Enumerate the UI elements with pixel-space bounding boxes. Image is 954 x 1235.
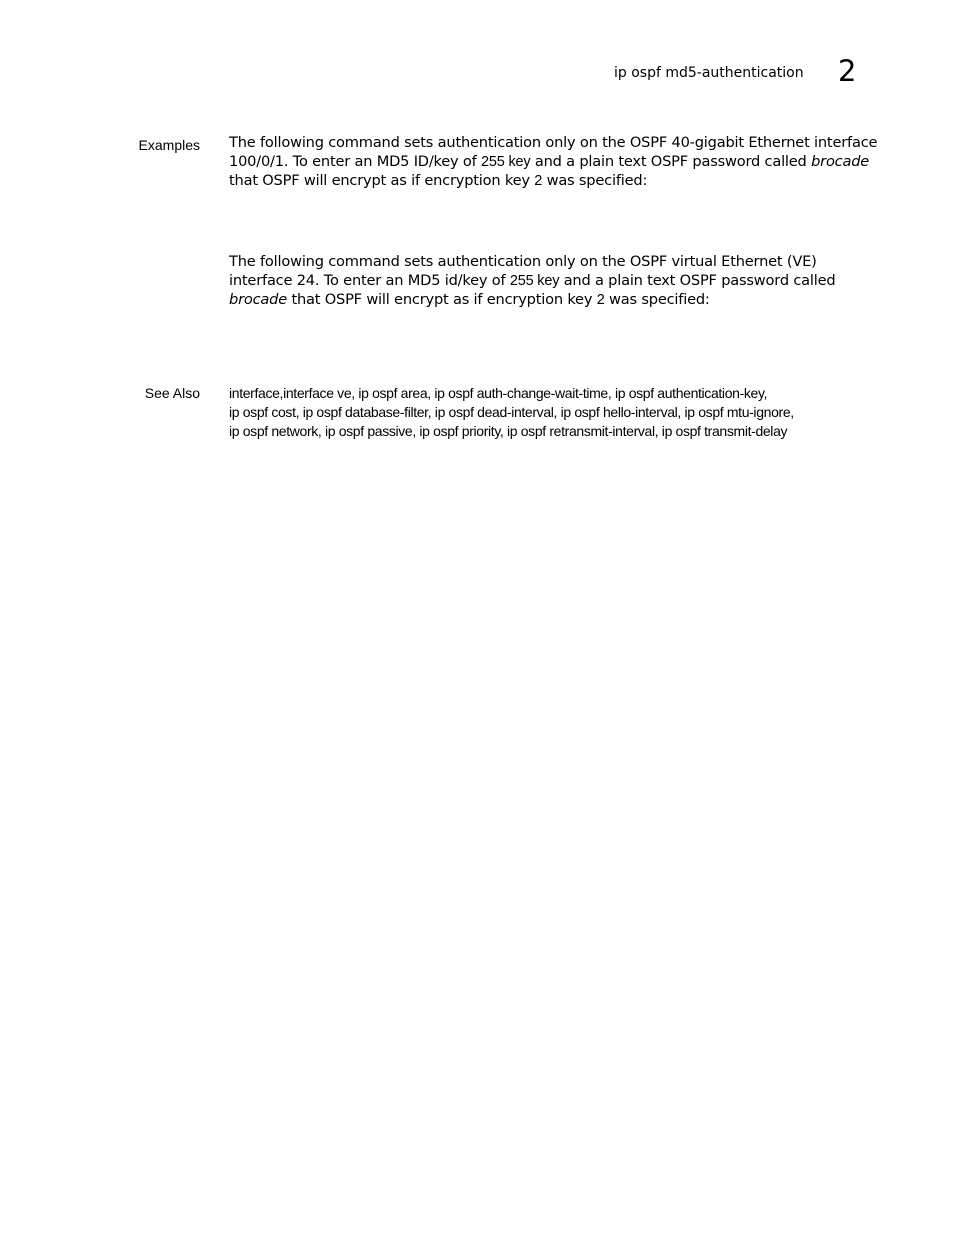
chapter-number: 2 <box>838 54 857 88</box>
see-also-line: ip ospf network, ip ospf passive, ip ospf priority, ip ospf retransmit-interval, ip ospf transmit-delay <box>229 423 788 439</box>
example-2-key-value: 255 key <box>509 272 560 289</box>
example-1-text-d: was specified: <box>542 171 648 189</box>
example-2-text-b: and a plain text OSPF password called <box>559 271 836 289</box>
example-2-encryption-key: 2 <box>596 291 605 308</box>
example-paragraph-2 <box>229 253 879 309</box>
see-also-label: See Also <box>144 385 200 401</box>
example-2-text-d: was specified: <box>604 290 710 308</box>
example-1-text-a: The following command sets authentication only on the OSPF 40-gigabit Ethernet interface 100/0/1. To enter an MD5 ID/key of <box>229 134 878 170</box>
example-1-key-value: 255 key <box>481 153 531 170</box>
examples-label: Examples <box>138 137 200 153</box>
example-paragraph-1 <box>229 134 879 190</box>
see-also-list <box>229 384 889 441</box>
see-also-line: ip ospf cost, ip ospf database-filter, ip ospf dead-interval, ip ospf hello-interval, ip ospf mtu-ignore, <box>229 404 794 420</box>
example-2-text-a: The following command sets authentication only on the OSPF virtual Ethernet (VE) interface 24. To enter an MD5 id/key of <box>229 253 817 289</box>
example-1-text-c: that OSPF will encrypt as if encryption key <box>229 171 535 189</box>
example-2-text-c: that OSPF will encrypt as if encryption key <box>287 290 597 308</box>
example-1-password: brocade <box>811 152 870 170</box>
example-1-text-b: and a plain text OSPF password called <box>530 152 812 170</box>
see-also-line: interface,interface ve, ip ospf area, ip ospf auth-change-wait-time, ip ospf authentication-key, <box>229 385 768 401</box>
example-1-encryption-key: 2 <box>534 172 543 189</box>
example-2-password: brocade <box>229 290 288 308</box>
running-header-title: ip ospf md5-authentication <box>614 65 804 81</box>
